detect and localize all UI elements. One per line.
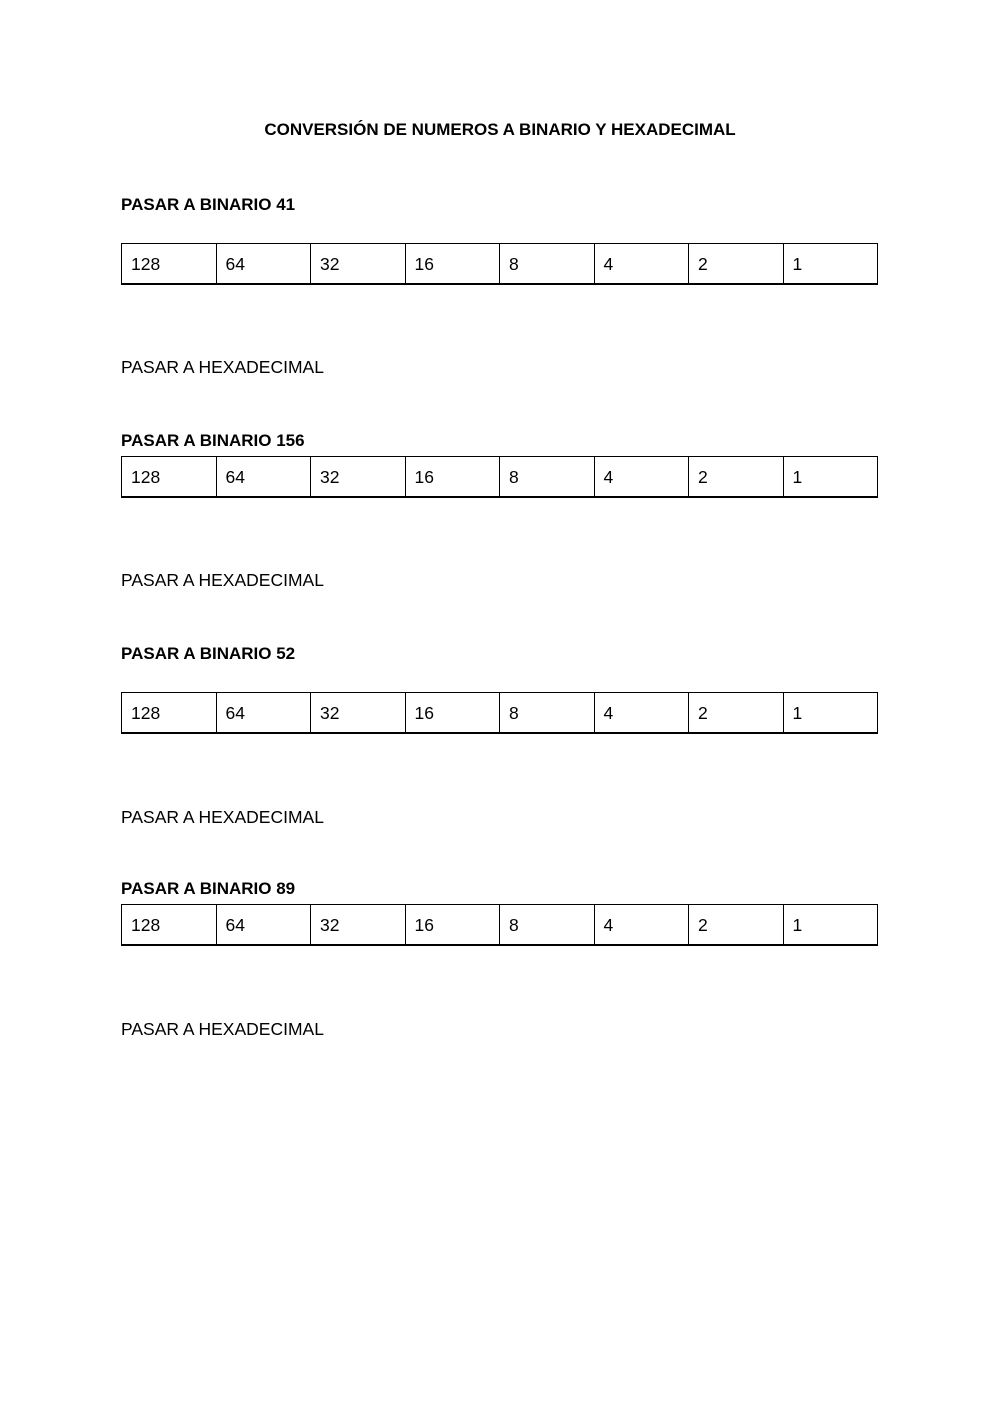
bit-cell-128[interactable]: 128 <box>122 457 217 498</box>
bit-cell-128[interactable]: 128 <box>122 693 217 734</box>
exercise-3-heading: PASAR A BINARIO 52 <box>121 644 296 663</box>
bit-cell-4[interactable]: 4 <box>594 244 689 285</box>
bit-cell-64[interactable]: 64 <box>216 457 311 498</box>
bit-cell-64[interactable]: 64 <box>216 244 311 285</box>
bit-cell-1[interactable]: 1 <box>783 693 878 734</box>
bit-cell-16[interactable]: 16 <box>405 457 500 498</box>
bit-cell-4[interactable]: 4 <box>594 905 689 946</box>
page-title: CONVERSIÓN DE NUMEROS A BINARIO Y HEXADECIMAL <box>264 120 736 139</box>
bit-cell-128[interactable]: 128 <box>122 244 217 285</box>
bit-cell-1[interactable]: 1 <box>783 244 878 285</box>
exercise-2-heading: PASAR A BINARIO 156 <box>121 431 305 450</box>
bit-cell-1[interactable]: 1 <box>783 905 878 946</box>
bit-cell-64[interactable]: 64 <box>216 693 311 734</box>
bit-cell-32[interactable]: 32 <box>311 905 406 946</box>
exercise-4-heading: PASAR A BINARIO 89 <box>121 879 296 898</box>
bit-cell-32[interactable]: 32 <box>311 244 406 285</box>
bit-cell-2[interactable]: 2 <box>689 457 784 498</box>
bit-cell-8[interactable]: 8 <box>500 244 595 285</box>
exercise-3-hex-label: PASAR A HEXADECIMAL <box>121 807 324 827</box>
exercise-1-bit-table <box>121 243 878 285</box>
bit-cell-2[interactable]: 2 <box>689 244 784 285</box>
table-row <box>122 244 878 285</box>
bit-cell-2[interactable]: 2 <box>689 693 784 734</box>
bit-cell-16[interactable]: 16 <box>405 244 500 285</box>
table-row <box>122 693 878 734</box>
exercise-4-hex-label: PASAR A HEXADECIMAL <box>121 1019 324 1039</box>
exercise-2-hex-label: PASAR A HEXADECIMAL <box>121 570 324 590</box>
bit-cell-1[interactable]: 1 <box>783 457 878 498</box>
bit-cell-4[interactable]: 4 <box>594 693 689 734</box>
bit-cell-8[interactable]: 8 <box>500 905 595 946</box>
exercise-1-heading: PASAR A BINARIO 41 <box>121 195 296 214</box>
exercise-1-hex-label: PASAR A HEXADECIMAL <box>121 357 324 377</box>
bit-cell-32[interactable]: 32 <box>311 457 406 498</box>
bit-cell-64[interactable]: 64 <box>216 905 311 946</box>
exercise-3-bit-table <box>121 692 878 734</box>
exercise-2-bit-table <box>121 456 878 498</box>
table-row <box>122 457 878 498</box>
exercise-4-bit-table <box>121 904 878 946</box>
bit-cell-128[interactable]: 128 <box>122 905 217 946</box>
bit-cell-8[interactable]: 8 <box>500 457 595 498</box>
bit-cell-16[interactable]: 16 <box>405 905 500 946</box>
bit-cell-16[interactable]: 16 <box>405 693 500 734</box>
table-row <box>122 905 878 946</box>
bit-cell-2[interactable]: 2 <box>689 905 784 946</box>
bit-cell-8[interactable]: 8 <box>500 693 595 734</box>
bit-cell-4[interactable]: 4 <box>594 457 689 498</box>
bit-cell-32[interactable]: 32 <box>311 693 406 734</box>
